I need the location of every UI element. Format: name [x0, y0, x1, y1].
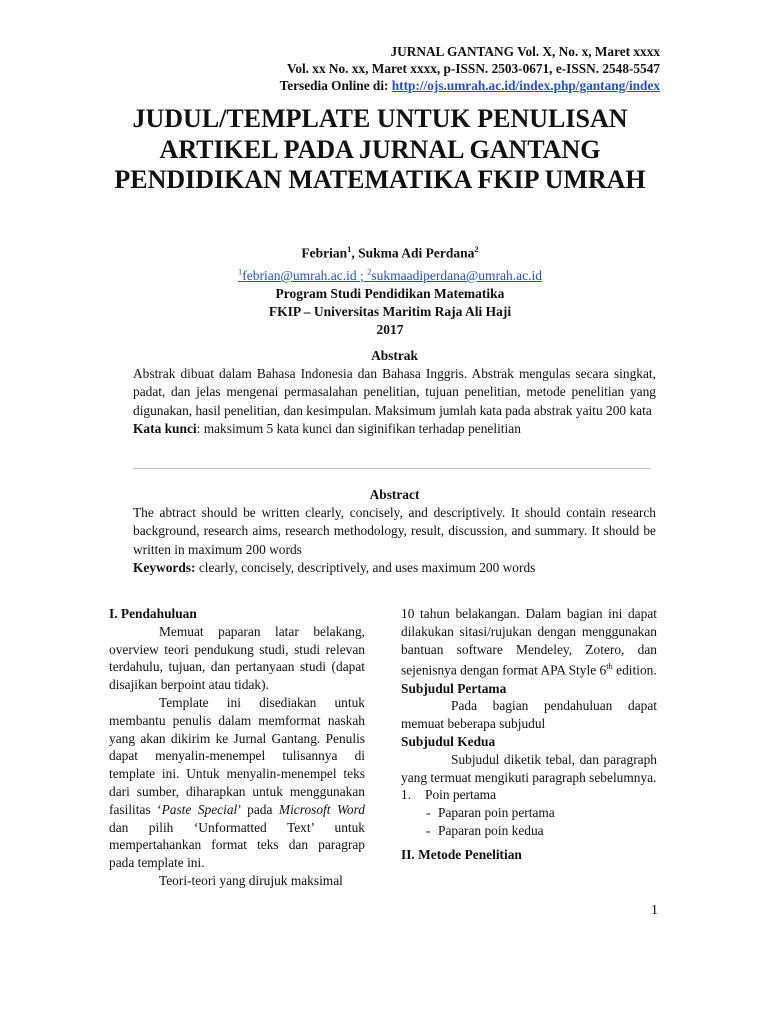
online-prefix: Tersedia Online di:	[279, 78, 392, 93]
intro-p2-text-a: Template ini disediakan untuk membantu penulis dalam memformat naskah yang akan dikirim ke Jurnal Gantang. Penulis dapat menyalin-menempel tulisannya di template ini. Untuk menyalin-menempel teks dari sumber, diharapkan untuk menggunakan fasilitas ‘	[109, 694, 365, 817]
intro-paragraph-3-continued	[401, 605, 657, 680]
sub-list-item-text: Paparan poin kedua	[438, 823, 544, 839]
program-name: Program Studi Pendidikan Matematika	[275, 286, 505, 301]
abstract-body: The abtract should be written clearly, concisely, and descriptively. It should contain research background, research aims, research methodology, result, discussion, and summary. It should be written in maximum 200 words	[133, 505, 656, 557]
publication-year: 2017	[376, 322, 404, 337]
cont-sup: th	[606, 661, 613, 672]
abstrak-keywords-text: : maksimum 5 kata kunci dan siginifikan terhadap penelitian	[196, 420, 521, 436]
page-number: 1	[651, 903, 658, 918]
abstract-section	[133, 486, 656, 577]
section-divider	[133, 468, 650, 469]
article-title: JUDUL/TEMPLATE UNTUK PENULISAN ARTIKEL PADA JURNAL GANTANG PENDIDIKAN MATEMATIKA FKIP UMRAH	[114, 104, 646, 194]
abstrak-keywords-label: Kata kunci	[133, 420, 197, 436]
abstrak-heading: Abstrak	[371, 348, 418, 363]
right-column	[401, 605, 657, 864]
intro-paragraph-3: Teori-teori yang dirujuk maksimal	[159, 872, 343, 888]
author-separator: ,	[351, 245, 359, 261]
abstract-heading: Abstract	[369, 487, 420, 502]
journal-url-link[interactable]: http://ojs.umrah.ac.id/index.php/gantang/index	[391, 78, 660, 93]
faculty-name: FKIP – Universitas Maritim Raja Ali Haji	[268, 304, 512, 319]
abstract-keywords	[133, 559, 656, 577]
section-heading-pendahuluan: I. Pendahuluan	[109, 606, 197, 621]
sub-list-item	[401, 804, 657, 822]
sub-list-item	[401, 822, 657, 840]
intro-paragraph-1: Memuat paparan latar belakang, overview teori pendukung studi, studi relevan terdahulu, tujuan, dan pertanyaan studi (dapat disajikan berpoint atau tidak).	[109, 623, 365, 693]
journal-issn-line: Vol. xx No. xx, Maret xxxx, p-ISSN. 2503-0671, e-ISSN. 2548-5547	[286, 61, 660, 76]
email-1: febrian@umrah.ac.id	[242, 268, 357, 283]
subheading-pertama-text: Pada bagian pendahuluan dapat memuat beberapa subjudul	[401, 698, 657, 732]
abstrak-section	[133, 347, 656, 438]
author-2-affil: 2	[474, 244, 479, 254]
intro-p2-text-b: ’ pada	[237, 801, 279, 817]
subheading-kedua-text: Subjudul diketik tebal, dan paragraph yang termuat mengikuti paragraph sebelumnya.	[401, 751, 657, 785]
abstrak-body: Abstrak dibuat dalam Bahasa Indonesia dan Bahasa Inggris. Abstrak mengulas secara singkat, padat, dan jelas mengenai permasalahan penelitian, tujuan penelitian, metode penelitian yang digunakan, hasil penelitian, dan kesimpulan. Maksimum jumlah kata pada abstrak yaitu 200 kata	[133, 366, 656, 418]
author-emails	[120, 263, 660, 286]
paste-special-term: Paste Special	[161, 801, 238, 817]
sub-list-item-text: Paparan poin pertama	[438, 805, 555, 821]
email-separator: ;	[356, 268, 368, 283]
author-block	[120, 240, 660, 339]
list-item-text: Poin pertama	[425, 787, 497, 803]
point-list	[401, 786, 657, 839]
abstrak-keywords	[133, 420, 656, 438]
abstract-keywords-text: clearly, concisely, descriptively, and uses maximum 200 words	[195, 559, 536, 575]
dash-bullet: -	[426, 823, 431, 839]
section-heading-metode: II. Metode Penelitian	[401, 846, 522, 862]
microsoft-word-term: Microsoft Word	[278, 801, 365, 817]
journal-header	[280, 43, 660, 94]
intro-paragraph-2	[109, 694, 365, 872]
cont-text-a: 10 tahun belakangan. Dalam bagian ini dapat dilakukan sitasi/rujukan dengan menggunakan bantuan software Mendeley, Zotero, dan sejenisnya dengan format APA Style 6	[401, 606, 657, 678]
subheading-pertama: Subjudul Pertama	[401, 680, 507, 696]
abstract-keywords-label: Keywords:	[133, 559, 196, 575]
intro-p2-text-c: dan pilih ‘Unformatted Text’ untuk mempertahankan format teks dan paragrap pada template ini.	[109, 819, 365, 871]
author-1-affil: 1	[347, 244, 352, 254]
author-2: Sukma Adi Perdana	[358, 245, 475, 261]
journal-online-line	[280, 77, 660, 94]
author-1: Febrian	[301, 245, 348, 261]
cont-text-b: edition.	[612, 662, 657, 678]
email-2-link[interactable]	[367, 268, 542, 283]
email-1-link[interactable]	[238, 268, 357, 283]
journal-issue-line: JURNAL GANTANG Vol. X, No. x, Maret xxxx	[390, 44, 660, 59]
left-column	[109, 605, 365, 890]
email-1-affil: 1	[237, 266, 243, 277]
email-2-affil: 2	[367, 266, 372, 277]
email-2: sukmaadiperdana@umrah.ac.id	[371, 268, 543, 283]
author-names	[120, 240, 660, 263]
dash-bullet: -	[426, 805, 431, 821]
list-number: 1.	[401, 787, 412, 803]
list-item	[401, 786, 657, 804]
subheading-kedua: Subjudul Kedua	[401, 734, 496, 750]
